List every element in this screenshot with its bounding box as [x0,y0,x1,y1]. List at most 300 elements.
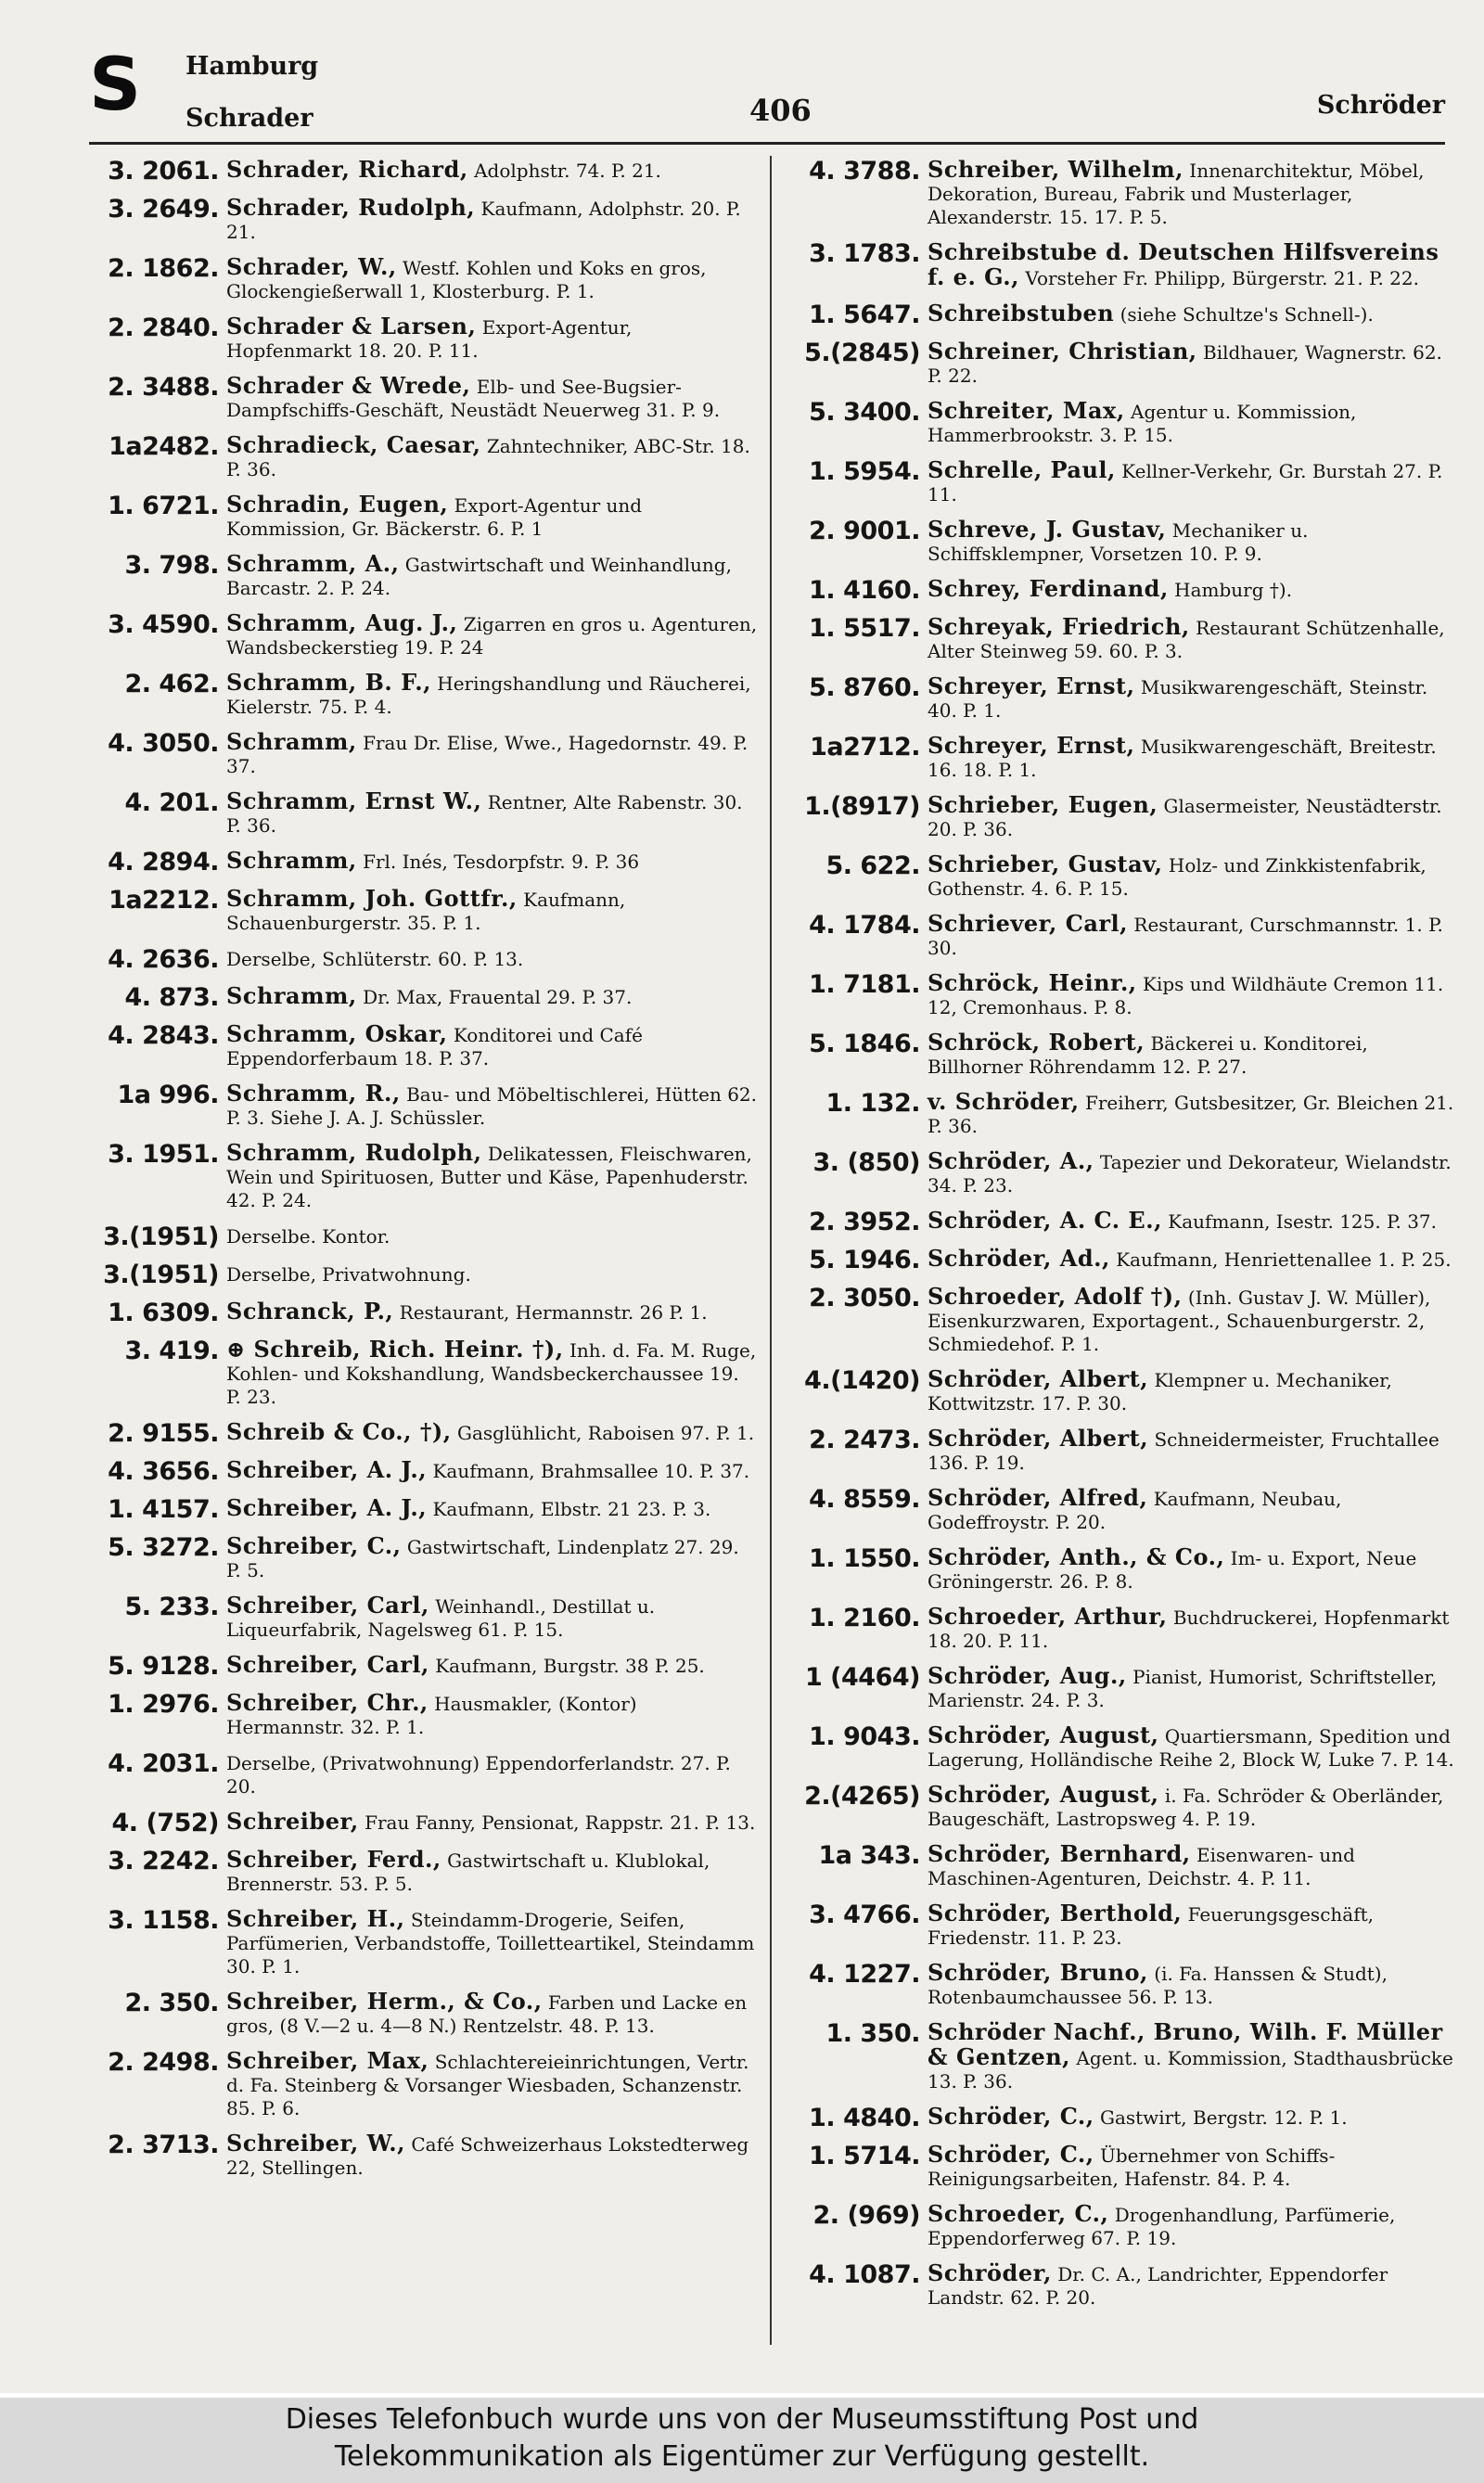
subscriber-name: Schreiber, C., [226,1532,402,1559]
subscriber-name: Schreiber, A. J., [226,1456,428,1483]
phone-number: 1a 996. [117,1081,219,1109]
phone-number: 4. 201. [124,788,219,817]
directory-entry [89,433,759,481]
entry-details: Musikwarengeschäft, Steinstr. 40. P. 1. [928,676,1428,722]
entry-details: Weinhandl., Destillat u. Liqueurfabrik, Nagelsweg 61. P. 15. [226,1595,656,1641]
entry-details: Elb- und See-Bugsier-Dampfschiffs-Geschäft, Neustädt Neuerweg 31. P. 9. [226,376,721,421]
entry-details: Glasermeister, Neustädterstr. 20. P. 36. [928,795,1442,840]
left-column [89,158,759,2191]
entry-text [226,1458,759,1483]
directory-entry [89,984,759,1011]
phone-number: 3. 798. [124,551,219,580]
entry-text [928,852,1460,901]
phone-number: 1. 7181. [809,970,920,999]
entry-details: Kaufmann, Adolphstr. 20. P. 21. [226,198,741,243]
directory-entry [89,1750,759,1798]
entry-details: Adolphstr. 74. P. 21. [474,160,661,182]
entry-text [226,1022,759,1070]
directory-entry [790,1149,1460,1197]
directory-entry [790,1901,1460,1950]
subscriber-name: Schreiner, Christian, [928,338,1197,365]
entry-details: Café Schweizerhaus Lokstedterweg 22, Stellingen. [226,2133,749,2179]
directory-entry [790,2020,1460,2093]
phone-number: 5. 1846. [809,1030,920,1058]
directory-entry [89,1141,759,1212]
directory-entry [89,611,759,659]
phone-number: 1. 2976. [108,1690,219,1719]
phone-number: 1. 4157. [108,1495,219,1524]
entry-details: Derselbe, Privatwohnung. [226,1263,471,1286]
directory-entry [790,852,1460,901]
phone-number: 1. 132. [825,1089,920,1118]
phone-number: 4. 3050. [108,729,219,758]
subscriber-name: Schramm, Aug. J., [226,609,458,636]
phone-number: 5.(2845) [804,339,920,367]
entry-text [928,912,1460,960]
phone-number: 4. 2843. [108,1021,219,1050]
subscriber-name: Schrieber, Gustav, [928,851,1163,877]
header-city: Hamburg [186,52,319,81]
subscriber-name: Schreyak, Friedrich, [928,613,1190,640]
subscriber-name: Schröder, Ad., [928,1245,1110,1272]
entry-text [226,1593,759,1642]
entry-details: Kips und Wildhäute Cremon 11. 12, Cremonhaus. P. 8. [928,973,1444,1018]
subscriber-name: Schramm, Rudolph, [226,1139,482,1166]
subscriber-name: Schreiber, Carl, [226,1592,429,1619]
phone-number: 1.(8917) [804,792,920,821]
entry-details: Westf. Kohlen und Koks en gros, Glockengießerwall 1, Klosterburg. P. 1. [226,257,707,302]
entry-details: (Inh. Gustav J. W. Müller), Eisenkurzwaren, Exportagent., Schauenburgerstr. 2, Schmiedehof. P. 1. [928,1286,1431,1355]
entry-text [928,615,1460,663]
entry-text [928,458,1460,506]
directory-entry [790,912,1460,960]
phone-number: 4. 8559. [809,1485,920,1514]
entry-text [226,984,759,1009]
phone-number: 5. 233. [124,1593,219,1621]
subscriber-name: Schröder, A. C. E., [928,1207,1162,1234]
directory-entry [89,730,759,778]
directory-entry [790,971,1460,1019]
entry-text [226,1082,759,1130]
subscriber-name: Schrey, Ferdinand, [928,575,1169,602]
entry-details: Pianist, Humorist, Schriftsteller, Marienstr. 24. P. 3. [928,1666,1438,1711]
phone-number: 4. 1784. [809,911,920,940]
entry-details: Zahntechniker, ABC-Str. 18. P. 36. [226,435,750,480]
subscriber-name: Schreiber, H., [226,1905,405,1932]
entry-details: Gastwirtschaft u. Klublokal, Brennerstr. 53. P. 5. [226,1849,710,1895]
subscriber-name: ⊕ Schreib, Rich. Heinr. †), [226,1336,564,1363]
phone-number: 1. 9043. [809,1722,920,1751]
entry-details: Restaurant, Curschmannstr. 1. P. 30. [928,914,1443,959]
entry-text [226,493,759,541]
directory-entry [89,552,759,600]
entry-details: Gastwirtschaft, Lindenplatz 27. 29. P. 5. [226,1536,739,1581]
directory-entry [89,1261,759,1288]
directory-entry [790,1209,1460,1235]
phone-number: 1. 4160. [809,576,920,605]
directory-entry [790,1367,1460,1415]
entry-text [928,158,1460,229]
subscriber-name: Schröder Nachf., Bruno, Wilh. F. Müller & Gentzen, [928,2018,1443,2070]
entry-details: i. Fa. Schröder & Oberländer, Baugeschäft, Lastropsweg 4. P. 19. [928,1785,1444,1830]
directory-entry [89,255,759,303]
entry-text [928,1901,1460,1950]
directory-entry [790,2105,1460,2131]
entry-details: Dr. Max, Frauental 29. P. 37. [363,986,633,1008]
column-divider [770,156,772,2345]
entry-details: Farben und Lacke en gros, (8 V.—2 u. 4—8 N.) Rentzelstr. 48. P. 13. [226,1991,748,2037]
entry-details: Hamburg †). [1174,579,1293,601]
phone-number: 1. 6309. [108,1299,219,1327]
directory-entry [790,1842,1460,1890]
subscriber-name: Schröder, Bernhard, [928,1840,1191,1867]
phone-number: 4. 2031. [108,1749,219,1778]
subscriber-name: Schreiber, Ferd., [226,1846,441,1873]
entry-text [928,1664,1460,1712]
subscriber-name: Schroeder, Arthur, [928,1603,1168,1630]
entry-text [226,2131,759,2180]
directory-entry [790,1285,1460,1356]
entry-details: Delikatessen, Fleischwaren, Wein und Spirituosen, Butter und Käse, Papenhuderstr. 42. P. 24. [226,1143,752,1211]
footer-line-1: Dieses Telefonbuch wurde uns von der Museumsstiftung Post und [285,2403,1199,2436]
phone-number: 2. 1862. [108,254,219,283]
entry-text [928,1961,1460,2009]
directory-entry [89,946,759,973]
phone-number: 1. 350. [825,2019,920,2048]
entry-text [928,2261,1460,2310]
phone-number: 2. 9001. [809,517,920,545]
entry-text [226,946,759,971]
phone-number: 2. 2840. [108,314,219,342]
entry-text [928,1605,1460,1653]
entry-details: Restaurant Schützenhalle, Alter Steinweg 59. 60. P. 3. [928,617,1445,662]
phone-number: 2.(4265) [804,1782,920,1811]
subscriber-name: Schrader, W., [226,253,397,280]
phone-number: 4.(1420) [804,1366,920,1395]
entry-text [928,674,1460,723]
phone-number: 1. 2160. [809,1604,920,1632]
entry-details: Gasglühlicht, Raboisen 97. P. 1. [456,1422,755,1444]
entry-details: Kaufmann, Schauenburgerstr. 35. P. 1. [226,889,626,934]
entry-details: Gastwirtschaft und Weinhandlung, Barcastr. 2. P. 24. [226,554,732,599]
entry-details: Schneidermeister, Fruchtallee 136. P. 19. [928,1428,1439,1474]
entry-details: Gastwirt, Bergstr. 12. P. 1. [1099,2106,1348,2129]
directory-entry [790,339,1460,388]
phone-number: 5. 3272. [108,1533,219,1562]
entry-text [928,1427,1460,1475]
right-column [790,158,1460,2321]
entry-text [928,1723,1460,1772]
directory-entry [790,1961,1460,2009]
entry-text [226,1990,759,2038]
entry-text [226,314,759,363]
entry-text [928,399,1460,447]
directory-entry [790,1605,1460,1653]
entry-text [928,1209,1460,1234]
entry-details: Bau- und Möbeltischlerei, Hütten 62. P. 3. Siehe J. A. J. Schüssler. [226,1083,757,1129]
phone-number: 3. 2649. [108,195,219,224]
phone-number: 2. 3050. [809,1284,920,1312]
directory-entry [790,518,1460,566]
entry-details: Heringshandlung und Räucherei, Kielerstr. 75. P. 4. [226,672,751,718]
directory-entry [89,1593,759,1642]
entry-text [928,301,1460,326]
entry-details: Steindamm-Drogerie, Seifen, Parfümerien, Verbandstoffe, Toilletteartikel, Steindamm 30. P. 1. [226,1909,755,1977]
subscriber-name: Schrader & Larsen, [226,313,477,339]
subscriber-name: Schroeder, C., [928,2200,1109,2227]
entry-text [226,1907,759,1978]
phone-number: 4. (752) [111,1809,219,1837]
directory-entry [89,2131,759,2180]
entry-text [226,255,759,303]
entry-details: Derselbe, (Privatwohnung) Eppendorferlandstr. 27. P. 20. [226,1752,731,1798]
subscriber-name: Schröder, Alfred, [928,1484,1148,1511]
subscriber-name: Schramm, Oskar, [226,1020,448,1047]
phone-number: 1. 4840. [809,2104,920,2132]
entry-details: Musikwarengeschäft, Breitestr. 16. 18. P. 1. [928,736,1437,781]
directory-entry [89,1907,759,1978]
entry-details: Kaufmann, Isestr. 125. P. 37. [1168,1210,1438,1233]
entry-details: Bäckerei u. Konditorei, Billhorner Röhrendamm 12. P. 27. [928,1032,1368,1078]
phone-number: 5. 9128. [108,1652,219,1681]
directory-entry [790,2143,1460,2191]
entry-text [928,518,1460,566]
phone-number: 4. 1087. [809,2260,920,2289]
footer-notice [0,2398,1484,2483]
phone-number: 2. 9155. [108,1419,219,1448]
subscriber-name: Schreiber, A. J., [226,1494,428,1521]
entry-details: Kaufmann, Neubau, Godeffroystr. P. 20. [928,1488,1342,1533]
entry-details: Agent. u. Kommission, Stadthausbrücke 13. P. 36. [928,2047,1453,2093]
entry-text [928,1285,1460,1356]
entry-text [928,971,1460,1019]
subscriber-name: Schreiber, Chr., [226,1689,429,1716]
directory-entry [89,1653,759,1680]
entry-details: Derselbe, Schlüterstr. 60. P. 13. [226,948,524,970]
entry-details: Klempner u. Mechaniker, Kottwitzstr. 17. P. 30. [928,1369,1392,1414]
subscriber-name: Schröder, August, [928,1721,1159,1748]
subscriber-name: Schriever, Carl, [928,910,1129,937]
phone-number: 3.(1951) [103,1261,219,1289]
entry-text [226,849,759,874]
directory-entry [790,615,1460,663]
entry-details: Zigarren en gros u. Agenturen, Wandsbeckerstieg 19. P. 24 [226,613,758,659]
entry-text [226,1750,759,1798]
phone-number: 4. 873. [124,983,219,1012]
entry-details: Tapezier und Dekorateur, Wielandstr. 34. P. 23. [928,1151,1452,1197]
phone-number: 3. 2242. [108,1847,219,1875]
subscriber-name: Schrader, Rudolph, [226,194,476,221]
phone-number: 4. 2636. [108,945,219,974]
directory-entry [790,1247,1460,1273]
entry-details: Frau Dr. Elise, Wwe., Hagedornstr. 49. P. 37. [226,732,748,777]
directory-entry [89,196,759,244]
directory-entry [790,1664,1460,1712]
subscriber-name: Schreiber, [226,1808,359,1835]
directory-entry [790,399,1460,447]
directory-entry [790,1486,1460,1534]
directory-entry [89,1848,759,1896]
phone-number: 3. (850) [812,1148,920,1177]
subscriber-name: Schramm, A., [226,550,400,577]
subscriber-name: Schreiber, Carl, [226,1651,429,1678]
directory-entry [89,1223,759,1250]
phone-number: 5. 1946. [809,1246,920,1274]
directory-entry [89,1299,759,1326]
directory-entry [89,1810,759,1837]
entry-text [928,1247,1460,1272]
subscriber-name: Schranck, P., [226,1298,394,1325]
entry-text [928,1783,1460,1831]
phone-number: 2. 2473. [809,1426,920,1454]
phone-number: 1. 1550. [809,1544,920,1573]
entry-details: Feuerungsgeschäft, Friedenstr. 11. P. 23. [928,1903,1374,1949]
subscriber-name: Schradin, Eugen, [226,491,449,518]
phone-number: 3. 2061. [108,157,219,186]
phone-number: 2. 3488. [108,373,219,402]
entry-text [226,1337,759,1409]
subscriber-name: Schreve, J. Gustav, [928,516,1167,543]
entry-text [226,552,759,600]
entry-text [226,1848,759,1896]
entry-details: Kaufmann, Henriettenallee 1. P. 25. [1116,1248,1452,1271]
directory-entry [89,1022,759,1070]
subscriber-name: Schrader, Richard, [226,156,468,183]
subscriber-name: Schröck, Heinr., [928,969,1137,996]
subscriber-name: Schreiber, Herm., & Co., [226,1988,543,2015]
entry-details: Drogenhandlung, Parfümerie, Eppendorferweg 67. P. 19. [928,2204,1396,2249]
subscriber-name: Schramm, Joh. Gottfr., [226,885,518,912]
entry-details: Export-Agentur, Hopfenmarkt 18. 20. P. 11. [226,316,633,362]
subscriber-name: Schradieck, Caesar, [226,431,481,458]
subscriber-name: Schreyer, Ernst, [928,732,1135,759]
entry-text [928,1030,1460,1079]
entry-details: Inh. d. Fa. M. Ruge, Kohlen- und Kokshandlung, Wandsbeckerchaussee 19. P. 23. [226,1339,757,1408]
entry-details: Innenarchitektur, Möbel, Dekoration, Bureau, Fabrik und Musterlager, Alexanderstr. 15. 17. P. 5. [928,160,1425,228]
directory-entry [89,1990,759,2038]
entry-text [928,240,1460,290]
subscriber-name: Schröder, C., [928,2103,1094,2130]
entry-text [226,1261,759,1286]
phone-number: 1a2212. [109,886,219,915]
phone-number: 3. 419. [124,1337,219,1365]
entry-text [928,1842,1460,1890]
directory-entry [790,1723,1460,1772]
directory-entry [790,2261,1460,2310]
subscriber-name: Schröck, Robert, [928,1029,1145,1056]
entry-text [928,734,1460,782]
phone-number: 3.(1951) [103,1222,219,1251]
entry-text [928,2105,1460,2130]
phone-number: 1. 5517. [809,614,920,643]
entry-text [226,1810,759,1835]
subscriber-name: Schreiber, W., [226,2130,406,2157]
header-first-entry: Schrader [186,104,313,133]
page-number: 406 [749,93,812,128]
entry-details: Kellner-Verkehr, Gr. Burstah 27. P. 11. [928,460,1443,506]
phone-number: 2. 3952. [809,1208,920,1236]
subscriber-name: Schramm, [226,847,357,874]
entry-text [928,2202,1460,2250]
entry-details: Mechaniker u. Schiffsklempner, Vorsetzen 10. P. 9. [928,519,1309,565]
entry-text [226,1299,759,1325]
subscriber-name: Schröder, C., [928,2141,1094,2168]
directory-entry [89,493,759,541]
directory-entry [89,1420,759,1447]
entry-text [928,1545,1460,1593]
directory-entry [89,1082,759,1130]
directory-entry [89,314,759,363]
entry-text [226,789,759,838]
phone-number: 4. 1227. [809,1960,920,1989]
entry-text [226,1223,759,1248]
subscriber-name: Schröder, August, [928,1781,1159,1808]
entry-details: (siehe Schultze's Schnell-). [1119,303,1374,326]
entry-details: Agentur u. Kommission, Hammerbrookstr. 3. P. 15. [928,401,1357,446]
subscriber-name: Schröder, [928,2259,1052,2286]
subscriber-name: Schrelle, Paul, [928,456,1116,483]
phone-number: 5. 3400. [809,398,920,427]
phone-number: 3. 1951. [108,1140,219,1169]
entry-details: (i. Fa. Hanssen & Studt), Rotenbaumchaussee 56. P. 13. [928,1963,1388,2008]
directory-entry [89,1458,759,1485]
subscriber-name: Schreiber, Max, [226,2047,429,2074]
subscriber-name: Schröder, Albert, [928,1425,1149,1452]
directory-entry [89,2049,759,2120]
directory-entry [790,2202,1460,2250]
entry-text [928,577,1460,602]
phone-number: 2. (969) [812,2201,920,2230]
entry-details: Frau Fanny, Pensionat, Rappstr. 21. P. 13. [365,1811,756,1834]
subscriber-name: Schreibstuben [928,300,1115,326]
directory-entry [790,458,1460,506]
entry-details: Restaurant, Hermannstr. 26 P. 1. [399,1301,708,1324]
entry-details: Hausmakler, (Kontor) Hermannstr. 32. P. 1. [226,1693,637,1738]
entry-text [226,374,759,422]
entry-text [226,158,759,183]
header-rule [89,142,1445,145]
entry-details: Freiherr, Gutsbesitzer, Gr. Bleichen 21. P. 36. [928,1092,1454,1137]
directory-entry [790,577,1460,604]
entry-text [226,1534,759,1582]
directory-entry [89,1496,759,1523]
phone-number: 4. 3656. [108,1457,219,1486]
entry-text [226,730,759,778]
entry-details: Kaufmann, Burgstr. 38 P. 25. [435,1655,705,1677]
entry-details: Kaufmann, Elbstr. 21 23. P. 3. [432,1498,711,1520]
entry-details: Quartiersmann, Spedition und Lagerung, Holländische Reihe 2, Block W, Luke 7. P. 14. [928,1725,1454,1771]
entry-details: Schlachtereieinrichtungen, Vertr. d. Fa. Steinberg & Vorsanger Wiesbaden, Schanzenstr. 85. P. 6. [226,2051,749,2119]
entry-details: Buchdruckerei, Hopfenmarkt 18. 20. P. 11. [928,1606,1450,1652]
directory-entry [790,674,1460,723]
entry-text [928,2020,1460,2093]
entry-text [226,2049,759,2120]
entry-text [226,1496,759,1521]
entry-text [226,1141,759,1212]
entry-details: Konditorei und Café Eppendorferbaum 18. P. 37. [226,1024,643,1069]
page-header [0,0,1484,148]
directory-entry [89,374,759,422]
directory-entry [89,789,759,838]
entry-text [226,611,759,659]
directory-entry [89,1691,759,1739]
directory-entry [790,301,1460,328]
entry-details: Frl. Inés, Tesdorpfstr. 9. P. 36 [363,851,640,873]
phone-number: 1. 5714. [809,2142,920,2170]
directory-entry [790,1030,1460,1079]
entry-text [928,1149,1460,1197]
directory-entry [790,158,1460,229]
